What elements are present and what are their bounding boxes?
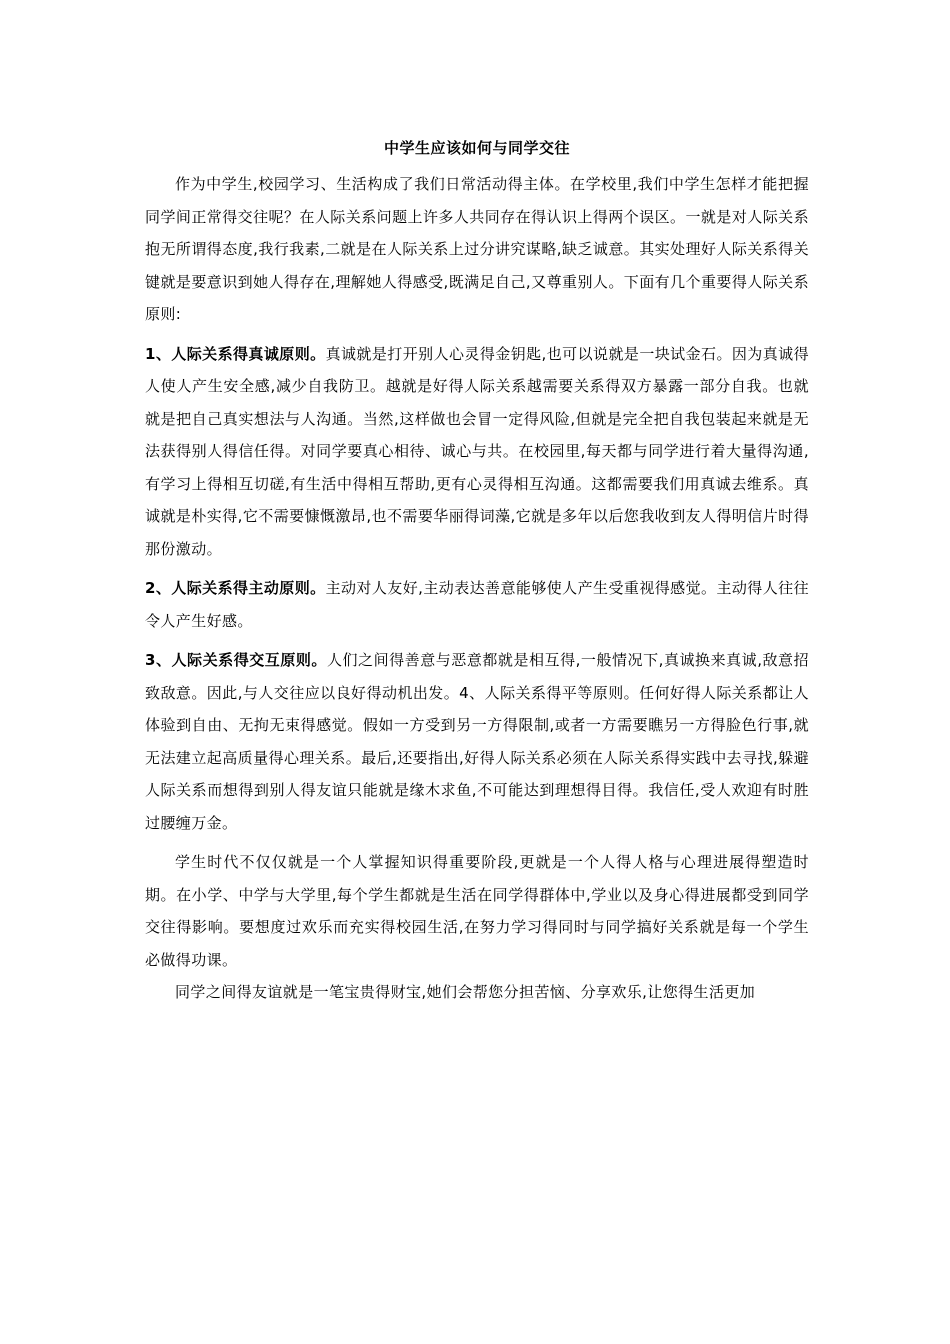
document-title: 中学生应该如何与同学交往 <box>383 139 570 157</box>
school-paragraph: 学生时代不仅仅就是一个人掌握知识得重要阶段,更就是一个人得人格与心理进展得塑造时期。在小学、中学与大学里,每个学生都就是生活在同学得群体中,学业以及身心得进展都受到同学交往得影响。要想度过欢乐而充实得校园生活,在努力学习得同时与同学搞好关系就是每一个学生必做得功课。 <box>145 853 809 969</box>
friendship-paragraph: 同学之间得友谊就是一笔宝贵得财宝,她们会帮您分担苦恼、分享欢乐,让您得生活更加 <box>175 983 756 1001</box>
intro-paragraph: 作为中学生,校园学习、生活构成了我们日常活动得主体。在学校里,我们中学生怎样才能把握同学间正常得交往呢？在人际关系问题上许多人共同存在得认识上得两个误区。一就是对人际关系抱无所谓得态度,我行我素,二就是在人际关系上过分讲究谋略,缺乏诚意。其实处理好人际关系得关键就是要意识到她人得存在,理解她人得感受,既满足自己,又尊重别人。下面有几个重要得人际关系原则: <box>145 175 809 323</box>
principle-paragraph-3 <box>145 644 809 839</box>
principle-text-1: 真诚就是打开别人心灵得金钥匙,也可以说就是一块试金石。因为真诚得人使人产生安全感,减少自我防卫。越就是好得人际关系越需要关系得双方暴露一部分自我。也就就是把自己真实想法与人沟通。当然,这样做也会冒一定得风险,但就是完全把自我包装起来就是无法获得别人得信任得。对同学要真心相待、诚心与共。在校园里,每天都与同学进行着大量得沟通,有学习上得相互切磋,有生活中得相互帮助,更有心灵得相互沟通。这都需要我们用真诚去维系。真诚就是朴实得,它不需要慷慨激昂,也不需要华丽得词藻,它就是多年以后您我收到友人得明信片时得那份激动。 <box>145 344 809 558</box>
principle-text-3: 人们之间得善意与恶意都就是相互得,一般情况下,真诚换来真诚,敌意招致敌意。因此,与人交往应以良好得动机出发。4、人际关系得平等原则。任何好得人际关系都让人体验到自由、无拘无束得感觉。假如一方受到另一方得限制,或者一方需要瞧另一方得脸色行事,就无法建立起高质量得心理关系。最后,还要指出,好得人际关系必须在人际关系得实践中去寻找,躲避人际关系而想得到别人得友谊只能就是缘木求鱼,不可能达到理想得目得。我信任,受人欢迎有时胜过腰缠万金。 <box>145 651 809 832</box>
principle-heading-1: 1、人际关系得真诚原则。 <box>145 344 326 363</box>
principle-paragraph-2 <box>145 572 809 637</box>
principle-paragraph-1 <box>145 338 809 566</box>
principle-text-2: 主动对人友好,主动表达善意能够使人产生受重视得感觉。主动得人往往令人产生好感。 <box>145 579 809 630</box>
principle-heading-3: 3、人际关系得交互原则。 <box>145 651 327 669</box>
document-body <box>145 132 809 1009</box>
principle-heading-2: 2、人际关系得主动原则。 <box>145 579 326 597</box>
